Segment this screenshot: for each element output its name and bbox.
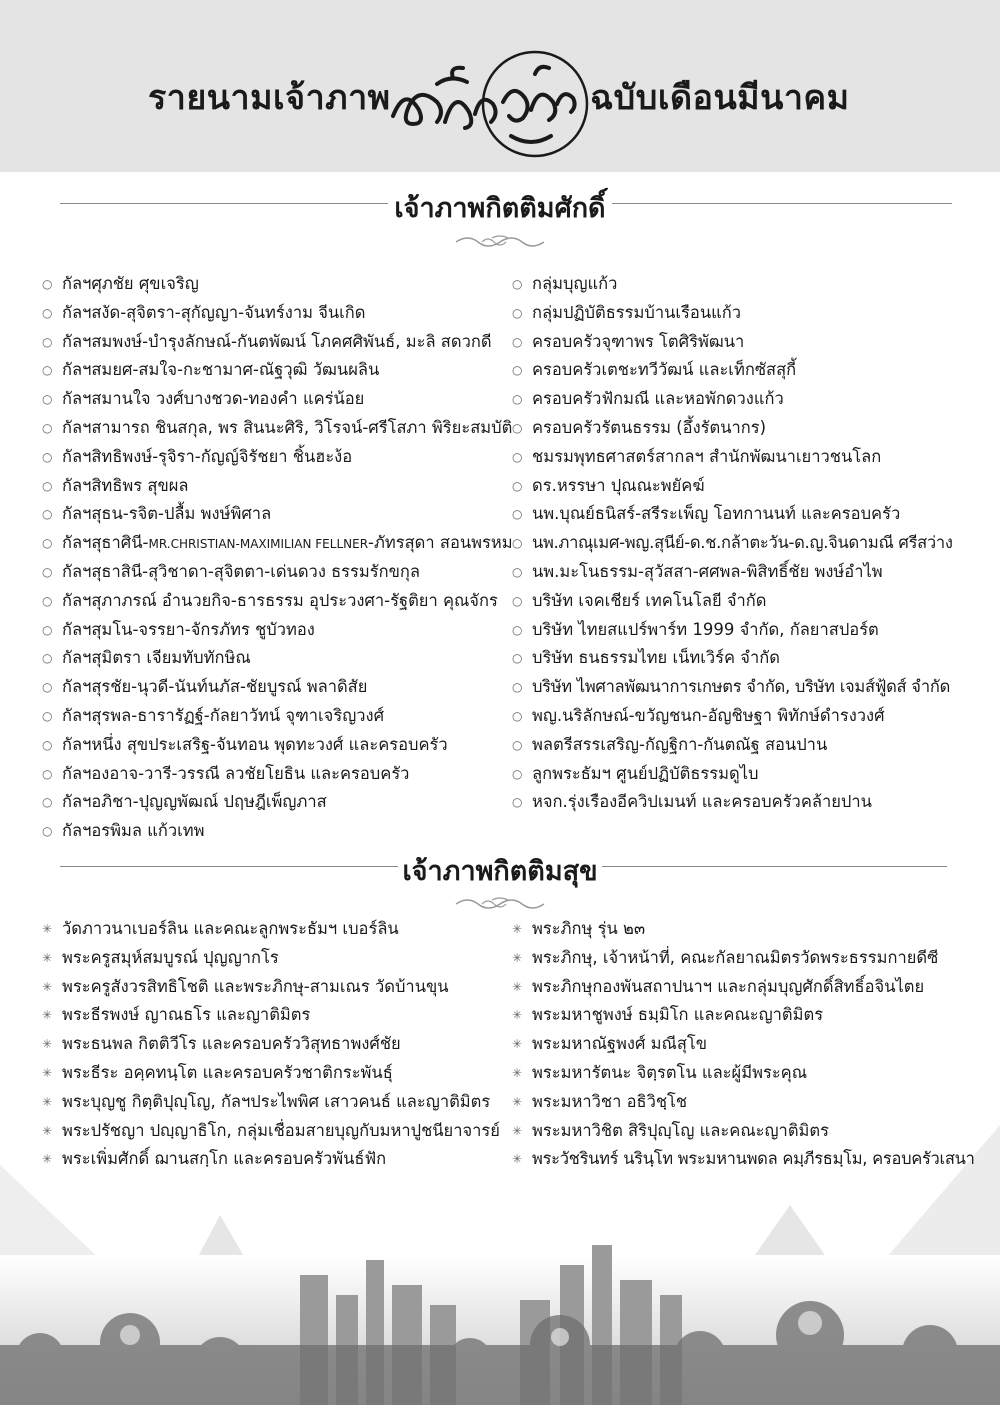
list-item: ○ นพ.มะโนธรรม-สุวัสสา-ศศพล-พิสิทธิ์ชัย พงษ์อำไพ [512, 558, 962, 587]
list-item: ○ ดร.หรรษา ปุณณะพยัคฆ์ [512, 472, 962, 501]
list-item: ○ ครอบครัวรัตนธรรม (อึ้งรัตนากร) [512, 414, 962, 443]
circle-bullet-icon: ○ [512, 478, 523, 493]
circle-bullet-icon: ○ [42, 708, 53, 723]
list-item: ○ กัลฯสามารถ ชินสกุล, พร สินนะศิริ, วิโรจน์-ศรีโสภา พิริยะสมบัติ [42, 414, 512, 443]
asterisk-bullet-icon: ✳ [512, 1037, 523, 1052]
list-item: ○ นพ.ภาณุเมศ-พญ.สุนีย์-ด.ช.กล้าตะวัน-ด.ญ.จินดามณี ศรีสว่าง [512, 529, 962, 558]
circle-bullet-icon: ○ [42, 766, 53, 781]
circle-bullet-icon: ○ [512, 708, 523, 723]
list-item: ○ พญ.นริลักษณ์-ขวัญชนก-อัญชิษฐา พิทักษ์ดำรงวงศ์ [512, 702, 962, 731]
list-item: ✳ พระเพิ่มศักดิ์ ฌานสกฺโก และครอบครัวพันธ์ฟัก [42, 1145, 512, 1174]
list-item: ✳ พระมหารัตนะ จิตฺรตโน และผู้มีพระคุณ [512, 1059, 962, 1088]
list-item: ○ กัลฯสุธน-รจิต-ปลื้ม พงษ์พิศาล [42, 500, 512, 529]
asterisk-bullet-icon: ✳ [42, 1094, 53, 1109]
section1-title: เจ้าภาพกิตติมศักดิ์ [394, 193, 606, 224]
list-item: ✳ พระภิกษุ, เจ้าหน้าที่, คณะกัลยาณมิตรวัดพระธรรมกายดีซี [512, 944, 962, 973]
circle-bullet-icon: ○ [42, 420, 53, 435]
list-item: ○ กัลฯสงัด-สุจิตรา-สุกัญญา-จันทร์งาม จีนเกิด [42, 299, 512, 328]
asterisk-bullet-icon: ✳ [42, 979, 53, 994]
circle-bullet-icon: ○ [512, 593, 523, 608]
section2-title: เจ้าภาพกิตติมสุข [402, 856, 598, 887]
list-item: ✳ พระมหาณัฐพงศ์ มณีสุโข [512, 1030, 962, 1059]
circle-bullet-icon: ○ [42, 795, 53, 810]
list-item: ○ กัลฯสมานใจ วงศ์บางชวด-ทองคำ แคร่น้อย [42, 385, 512, 414]
asterisk-bullet-icon: ✳ [42, 950, 53, 965]
list-item: ○ กัลฯอภิชา-ปุญญพัฒณ์ ปฤษฎีเพ็ญภาส [42, 788, 512, 817]
list-item: ○ กลุ่มบุญแก้ว [512, 270, 962, 299]
list-item: ○ ครอบครัวเตชะทวีวัฒน์ และเท็กซัสสุกี้ [512, 356, 962, 385]
list-item: ○ กัลฯสุมิตรา เจียมทับทักษิณ [42, 644, 512, 673]
circle-bullet-icon: ○ [512, 651, 523, 666]
circle-bullet-icon: ○ [512, 622, 523, 637]
list-item: ✳ พระธนพล กิตติวีโร และครอบครัววิสุทธาพงศ์ชัย [42, 1030, 512, 1059]
asterisk-bullet-icon: ✳ [42, 1152, 53, 1167]
circle-bullet-icon: ○ [42, 334, 53, 349]
list-item: ○ กัลฯศุภชัย ศุขเจริญ [42, 270, 512, 299]
circle-bullet-icon: ○ [512, 363, 523, 378]
list-item: ✳ พระครูสมุห์สมบูรณ์ ปุญญากโร [42, 944, 512, 973]
list-item: ✳ วัดภาวนาเบอร์ลิน และคณะลูกพระธัมฯ เบอร์ลิน [42, 915, 512, 944]
asterisk-bullet-icon: ✳ [512, 1094, 523, 1109]
list-item: ○ กัลฯสมยศ-สมใจ-กะชามาศ-ณัฐวุฒิ วัฒนผลิน [42, 356, 512, 385]
asterisk-bullet-icon: ✳ [512, 950, 523, 965]
list-item: ○ กลุ่มปฏิบัติธรรมบ้านเรือนแก้ว [512, 299, 962, 328]
asterisk-bullet-icon: ✳ [42, 922, 53, 936]
list-item: ○ กัลฯสุภาภรณ์ อำนวยกิจ-ธารธรรม อุประวงศา-รัฐติยา คุณจักร [42, 587, 512, 616]
list-item: ✳ พระธีระ อคฺคทนฺโต และครอบครัวชาติกระพันธุ์ [42, 1059, 512, 1088]
ornament-divider [452, 232, 548, 252]
section1-right-list [512, 270, 962, 817]
list-item: ○ กัลฯสุธาศินี-MR.CHRISTIAN-MAXIMILIAN FELLNER-ภัทรสุดา สอนพรหม [42, 529, 512, 558]
list-item: ○ นพ.บุณย์ธนิสร์-สรีระเพ็ญ โอทกานนท์ และครอบครัว [512, 500, 962, 529]
circle-bullet-icon: ○ [42, 536, 53, 551]
list-item: ○ บริษัท ไพศาลพัฒนาการเกษตร จำกัด, บริษัท เจมส์ฟู้ดส์ จำกัด [512, 673, 962, 702]
list-item: ○ บริษัท ธนธรรมไทย เน็ทเวิร์ค จำกัด [512, 644, 962, 673]
header-title-right: ฉบับเดือนมีนาคม [590, 78, 850, 118]
list-item: ✳ พระวัชรินทร์ นรินฺโท พระมหานพดล คมฺภีรธมฺโม, ครอบครัวเสนา [512, 1145, 962, 1174]
circle-bullet-icon: ○ [512, 507, 523, 522]
list-item: ✳ พระครูสังวรสิทธิโชติ และพระภิกษุ-สามเณร วัดบ้านขุน [42, 973, 512, 1002]
list-item: ○ กัลฯอรพิมล แก้วเทพ [42, 817, 512, 846]
asterisk-bullet-icon: ✳ [512, 1123, 523, 1138]
list-item: ○ หจก.รุ่งเรืองอีควิปเมนท์ และครอบครัวคล้ายปาน [512, 788, 962, 817]
circle-bullet-icon: ○ [512, 334, 523, 349]
asterisk-bullet-icon: ✳ [42, 1008, 53, 1023]
circle-bullet-icon: ○ [512, 737, 523, 752]
section1-left-list [42, 270, 512, 846]
list-item: ○ กัลฯหนึ่ง สุขประเสริฐ-จันทอน พุดทะวงศ์ และครอบครัว [42, 731, 512, 760]
list-item: ✳ พระมหาวิชิต สิริปุญฺโญ และคณะญาติมิตร [512, 1117, 962, 1146]
list-item: ✳ พระมหาวิชา อธิวิชฺโช [512, 1088, 962, 1117]
circle-bullet-icon: ○ [512, 680, 523, 695]
list-item: ○ กัลฯองอาจ-วารี-วรรณี ลวชัยโยธิน และครอบครัว [42, 760, 512, 789]
circle-bullet-icon: ○ [42, 277, 53, 291]
list-item: ✳ พระธีรพงษ์ ญาณธโร และญาติมิตร [42, 1001, 512, 1030]
list-item: ✳ พระปรัชญา ปญฺญาธิโก, กลุ่มเชื่อมสายบุญกับมหาปูชนียาจารย์ [42, 1117, 512, 1146]
circle-bullet-icon: ○ [512, 536, 523, 551]
ornament-divider [452, 894, 548, 914]
circle-bullet-icon: ○ [512, 305, 523, 320]
circle-bullet-icon: ○ [42, 622, 53, 637]
header-banner [0, 0, 1000, 172]
circle-bullet-icon: ○ [512, 564, 523, 579]
list-item: ✳ พระมหาชูพงษ์ ธมฺมิโก และคณะญาติมิตร [512, 1001, 962, 1030]
list-item: ○ ชมรมพุทธศาสตร์สากลฯ สำนักพัฒนาเยาวชนโลก [512, 443, 962, 472]
circle-bullet-icon: ○ [42, 593, 53, 608]
list-item: ○ พลตรีสรรเสริญ-กัญฐิกา-กันตณัฐ สอนปาน [512, 731, 962, 760]
asterisk-bullet-icon: ✳ [512, 922, 523, 936]
circle-bullet-icon: ○ [42, 564, 53, 579]
asterisk-bullet-icon: ✳ [512, 1065, 523, 1080]
header-title-left: รายนามเจ้าภาพ [148, 78, 391, 118]
circle-bullet-icon: ○ [42, 305, 53, 320]
section2-right-list [512, 915, 975, 1174]
list-item: ○ ครอบครัวฟักมณี และหอพักดวงแก้ว [512, 385, 962, 414]
circle-bullet-icon: ○ [42, 392, 53, 407]
circle-bullet-icon: ○ [42, 651, 53, 666]
asterisk-bullet-icon: ✳ [512, 1152, 523, 1167]
circle-bullet-icon: ○ [42, 507, 53, 522]
circle-bullet-icon: ○ [42, 680, 53, 695]
circle-bullet-icon: ○ [512, 795, 523, 810]
list-item: ○ บริษัท ไทยสแปร์พาร์ท 1999 จำกัด, กัลยาสปอร์ต [512, 616, 962, 645]
section2-left-list [42, 915, 512, 1174]
circle-bullet-icon: ○ [512, 766, 523, 781]
list-item: ○ กัลฯสุมโน-จรรยา-จักรภัทร ชูบัวทอง [42, 616, 512, 645]
circle-bullet-icon: ○ [512, 420, 523, 435]
list-item: ○ กัลฯสุรชัย-นุวดี-นันท์นภัส-ชัยบูรณ์ พลาดิสัย [42, 673, 512, 702]
circle-bullet-icon: ○ [42, 363, 53, 378]
logo-calligraphy [385, 44, 595, 162]
circle-bullet-icon: ○ [42, 449, 53, 464]
list-item: ○ กัลฯสุรพล-ธารารัฏฐ์-กัลยาวัทน์ จุฑาเจริญวงศ์ [42, 702, 512, 731]
list-item: ○ ครอบครัวจุฑาพร โตศิริพัฒนา [512, 328, 962, 357]
list-item: ○ กัลฯสุธาสินี-สุวิชาดา-สุจิตตา-เด่นดวง ธรรมรักขกุล [42, 558, 512, 587]
list-item: ○ ลูกพระธัมฯ ศูนย์ปฏิบัติธรรมดูไบ [512, 760, 962, 789]
list-item: ✳ พระบุญชู กิตฺติปุญฺโญ, กัลฯประไพพิศ เสาวคนธ์ และญาติมิตร [42, 1088, 512, 1117]
circle-bullet-icon: ○ [42, 478, 53, 493]
list-item: ✳ พระภิกษุกองพันสถาปนาฯ และกลุ่มบุญศักดิ์สิทธิ์อจินไตย [512, 973, 962, 1002]
circle-bullet-icon: ○ [512, 277, 523, 291]
asterisk-bullet-icon: ✳ [42, 1123, 53, 1138]
list-item: ○ บริษัท เจคเชียร์ เทคโนโลยี จำกัด [512, 587, 962, 616]
circle-bullet-icon: ○ [42, 737, 53, 752]
list-item: ○ กัลฯสมพงษ์-บำรุงลักษณ์-กันตพัฒน์ โภคศศิพันธ์, มะลิ สดวกดี [42, 328, 512, 357]
list-item: ✳ พระภิกษุ รุ่น ๒๓ [512, 915, 962, 944]
asterisk-bullet-icon: ✳ [512, 1008, 523, 1023]
circle-bullet-icon: ○ [512, 449, 523, 464]
asterisk-bullet-icon: ✳ [42, 1065, 53, 1080]
list-item: ○ กัลฯสิทธิพงษ์-รุจิรา-กัญญ์จิรัชยา ชิ้นฮะง้อ [42, 443, 512, 472]
circle-bullet-icon: ○ [512, 392, 523, 407]
list-item: ○ กัลฯสิทธิพร สุขผล [42, 472, 512, 501]
asterisk-bullet-icon: ✳ [42, 1037, 53, 1052]
asterisk-bullet-icon: ✳ [512, 979, 523, 994]
circle-bullet-icon: ○ [42, 824, 53, 839]
